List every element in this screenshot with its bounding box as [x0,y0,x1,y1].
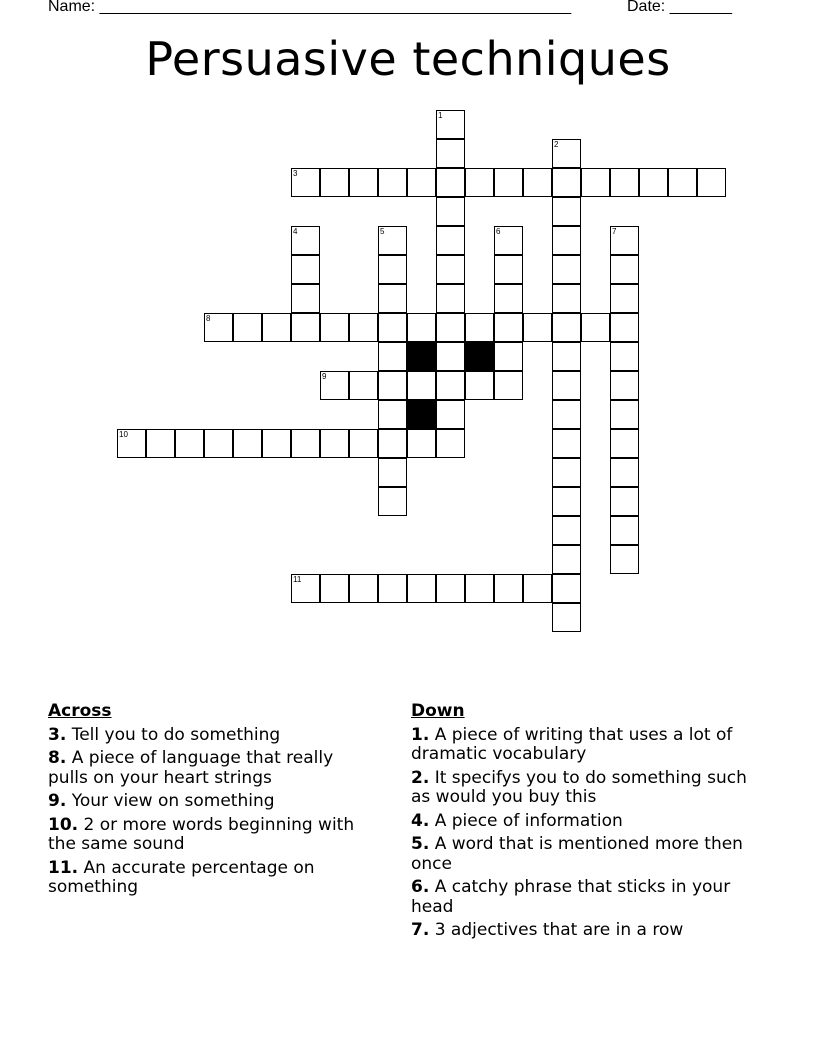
grid-cell[interactable] [552,313,581,342]
clue-number: 1 [438,111,443,120]
clue-number: 6 [496,227,501,236]
grid-cell[interactable] [552,197,581,226]
grid-cell[interactable] [610,255,639,284]
grid-cell[interactable] [465,168,494,197]
grid-cell[interactable] [320,313,349,342]
grid-cell[interactable] [349,371,378,400]
grid-cell[interactable] [349,168,378,197]
grid-cell[interactable] [378,574,407,603]
clue-number: 5 [380,227,385,236]
grid-cell[interactable] [291,255,320,284]
grid-cell[interactable] [552,487,581,516]
blocked-cell [407,342,436,371]
grid-cell[interactable] [378,255,407,284]
grid-cell[interactable] [233,313,262,342]
across-heading: Across [48,701,112,721]
grid-cell[interactable] [552,255,581,284]
grid-cell[interactable] [552,458,581,487]
grid-cell[interactable] [349,429,378,458]
grid-cell[interactable] [436,197,465,226]
grid-cell[interactable] [581,168,610,197]
grid-cell[interactable] [378,458,407,487]
across-clue: 11. An accurate percentage on something [48,857,315,897]
grid-cell[interactable] [581,313,610,342]
clue-number: 4 [293,227,298,236]
grid-cell[interactable] [552,516,581,545]
grid-cell[interactable] [378,168,407,197]
grid-cell[interactable] [610,342,639,371]
grid-cell[interactable] [697,168,726,197]
grid-cell[interactable] [436,139,465,168]
grid-cell[interactable] [523,574,552,603]
grid-cell[interactable] [320,429,349,458]
grid-cell[interactable] [378,342,407,371]
grid-cell[interactable] [552,429,581,458]
clue-number: 2 [554,140,559,149]
grid-cell[interactable] [494,574,523,603]
grid-cell[interactable] [378,429,407,458]
down-clue: 2. It specifys you to do something such as would you buy this [411,767,747,807]
grid-cell[interactable] [407,429,436,458]
grid-cell[interactable] [552,226,581,255]
grid-cell[interactable] [552,371,581,400]
grid-cell[interactable] [291,429,320,458]
grid-cell[interactable] [436,313,465,342]
grid-cell[interactable] [610,487,639,516]
down-clue: 4. A piece of information [411,810,623,831]
grid-cell[interactable] [610,458,639,487]
grid-cell[interactable] [494,255,523,284]
grid-cell[interactable] [291,313,320,342]
grid-cell[interactable] [494,284,523,313]
grid-cell[interactable] [378,313,407,342]
grid-cell[interactable] [552,284,581,313]
across-clue: 3. Tell you to do something [48,724,281,745]
across-clue: 9. Your view on something [48,791,275,811]
grid-cell[interactable] [465,313,494,342]
grid-cell[interactable] [465,574,494,603]
grid-cell[interactable] [552,574,581,603]
grid-cell[interactable] [610,284,639,313]
grid-cell[interactable] [465,371,494,400]
grid-cell[interactable] [349,574,378,603]
grid-cell[interactable] [610,313,639,342]
page-title: Persuasive techniques [145,32,671,86]
grid-cell[interactable] [523,168,552,197]
date-field-line: Date: _______ [627,0,732,15]
grid-cell[interactable] [610,516,639,545]
grid-cell[interactable] [436,255,465,284]
grid-cell[interactable] [204,429,233,458]
down-clue: 7. 3 adjectives that are in a row [411,920,684,940]
grid-cell[interactable] [552,400,581,429]
grid-cell[interactable] [552,342,581,371]
clue-number: 8 [206,314,211,323]
grid-cell[interactable] [291,284,320,313]
clue-number: 3 [293,169,298,178]
grid-cell[interactable] [436,574,465,603]
grid-cell[interactable] [262,429,291,458]
grid-cell[interactable] [494,342,523,371]
across-clue: 10. 2 or more words beginning with the same sound [48,814,355,854]
grid-cell[interactable] [378,400,407,429]
grid-cell[interactable] [639,168,668,197]
grid-cell[interactable] [610,168,639,197]
grid-cell[interactable] [436,168,465,197]
name-field-line: Name: _____________________________________________________ [48,0,572,15]
blocked-cell [407,400,436,429]
grid-cell[interactable] [610,429,639,458]
grid-cell[interactable] [407,168,436,197]
grid-cell[interactable] [146,429,175,458]
grid-cell[interactable] [407,371,436,400]
grid-cell[interactable] [610,371,639,400]
grid-cell[interactable] [320,574,349,603]
grid-cell[interactable] [494,371,523,400]
grid-cell[interactable] [378,371,407,400]
down-clue: 6. A catchy phrase that sticks in your head [411,877,731,917]
across-clue: 8. A piece of language that really pulls on your heart strings [48,748,334,788]
across-clues [48,702,378,902]
grid-cell[interactable] [523,313,552,342]
clue-number: 9 [322,372,327,381]
down-clues [411,702,756,945]
grid-cell[interactable] [175,429,204,458]
grid-cell[interactable] [610,545,639,574]
down-clue: 5. A word that is mentioned more then once [411,834,743,874]
grid-cell[interactable] [407,313,436,342]
down-clue: 1. A piece of writing that uses a lot of dramatic vocabulary [411,724,733,764]
grid-cell[interactable] [552,168,581,197]
clue-number: 7 [612,227,617,236]
blocked-cell [465,342,494,371]
grid-cell[interactable] [436,342,465,371]
grid-cell[interactable] [262,313,291,342]
grid-cell[interactable] [610,400,639,429]
grid-cell[interactable] [494,313,523,342]
grid-cell[interactable] [349,313,378,342]
grid-cell[interactable] [436,400,465,429]
grid-cell[interactable] [233,429,262,458]
grid-cell[interactable] [378,487,407,516]
grid-cell[interactable] [436,371,465,400]
clue-number: 10 [119,430,128,439]
grid-cell[interactable] [436,284,465,313]
grid-cell[interactable] [320,168,349,197]
grid-cell[interactable] [552,603,581,632]
down-heading: Down [411,701,465,721]
grid-cell[interactable] [407,574,436,603]
grid-cell[interactable] [552,545,581,574]
grid-cell[interactable] [494,168,523,197]
grid-cell[interactable] [668,168,697,197]
grid-cell[interactable] [436,226,465,255]
grid-cell[interactable] [378,284,407,313]
clue-number: 11 [293,575,302,584]
grid-cell[interactable] [436,429,465,458]
